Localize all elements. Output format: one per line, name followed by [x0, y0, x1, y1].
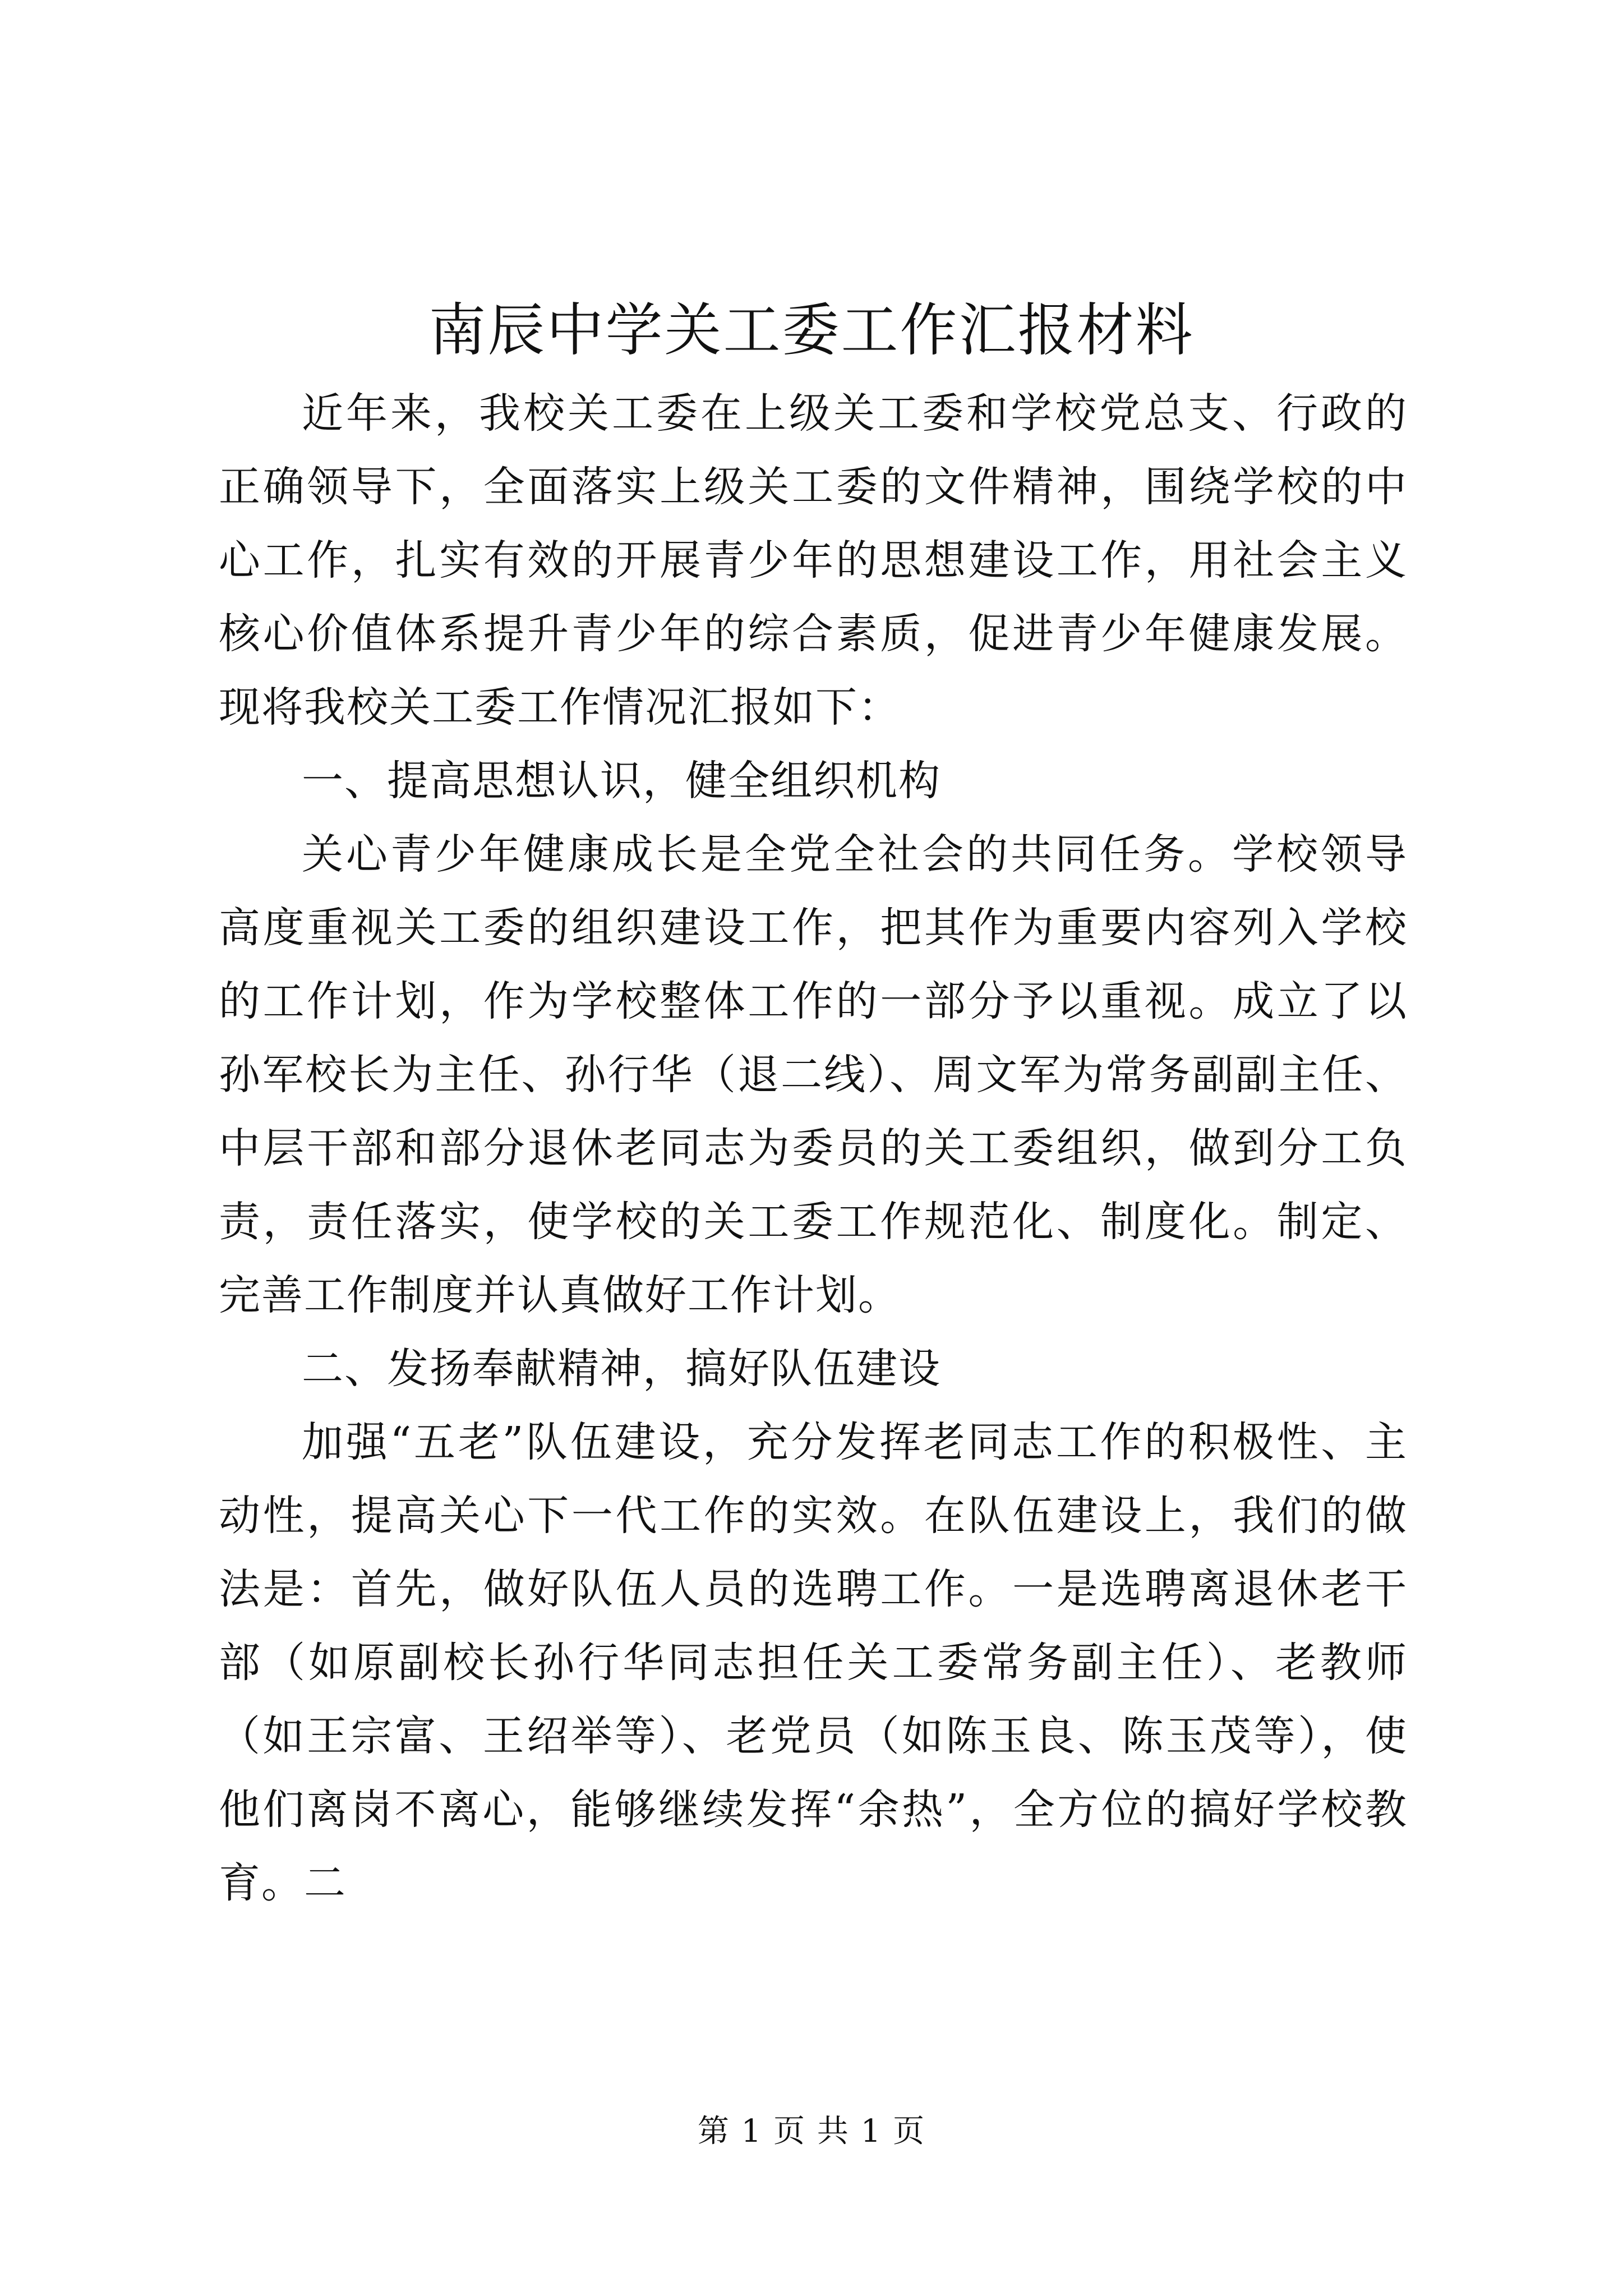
document-body	[219, 377, 1408, 1920]
intro-paragraph: 近年来，我校关工委在上级关工委和学校党总支、行政的正确领导下，全面落实上级关工委的文件精神，围绕学校的中心工作，扎实有效的开展青少年的思想建设工作，用社会主义核心价值体系提升青少年的综合素质，促进青少年健康发展。现将我校关工委工作情况汇报如下：	[219, 389, 1408, 731]
section-heading-2: 二、发扬奉献精神，搞好队伍建设	[302, 1345, 941, 1393]
document-title: 南辰中学关工委工作汇报材料	[428, 297, 1195, 364]
page-number-footer: 第 1 页 共 1 页	[697, 2113, 926, 2150]
section-heading-1: 一、提高思想认识，健全组织机构	[302, 757, 941, 805]
section-1-paragraph: 关心青少年健康成长是全党全社会的共同任务。学校领导高度重视关工委的组织建设工作，把其作为重要内容列入学校的工作计划，作为学校整体工作的一部分予以重视。成立了以孙军校长为主任、孙行华（退二线）、周文军为常务副副主任、中层干部和部分退休老同志为委员的关工委组织，做到分工负责，责任落实，使学校的关工委工作规范化、制度化。制定、完善工作制度并认真做好工作计划。	[219, 830, 1408, 1319]
section-2-paragraph: 加强“五老”队伍建设，充分发挥老同志工作的积极性、主动性，提高关心下一代工作的实效。在队伍建设上，我们的做法是：首先，做好队伍人员的选聘工作。一是选聘离退休老干部（如原副校长孙行华同志担任关工委常务副主任）、老教师（如王宗富、王绍举等）、老党员（如陈玉良、陈玉茂等），使他们离岗不离心，能够继续发挥“余热”，全方位的搞好学校教育。二	[219, 1418, 1408, 1907]
